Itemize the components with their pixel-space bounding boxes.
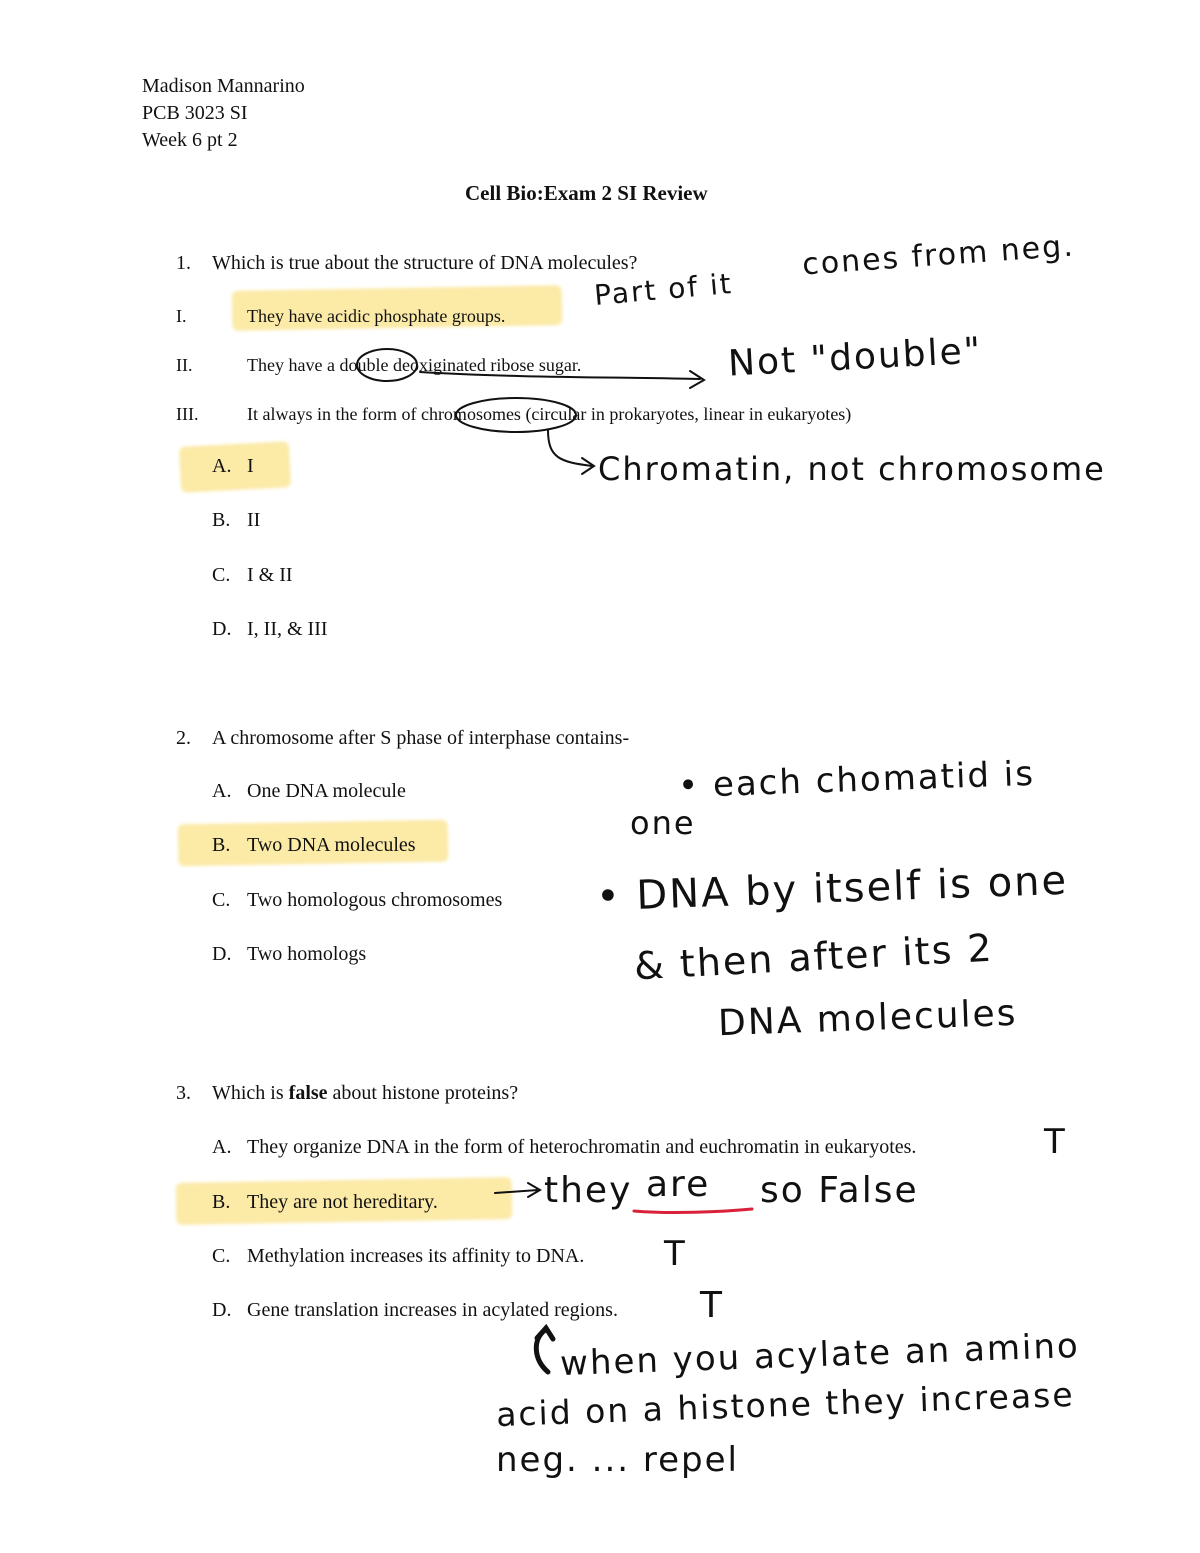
q2-question: A chromosome after S phase of interphase contains- xyxy=(212,727,630,749)
hand-note-are: are xyxy=(646,1164,711,1205)
q1-statement-iii-part-b: (circular in prokaryotes, linear in eukaryotes) xyxy=(520,404,852,424)
hand-note-acylate-line-3: neg. ... repel xyxy=(496,1440,739,1480)
q3-question xyxy=(212,1081,518,1105)
hand-note-dna-by-itself: • DNA by itself is one xyxy=(595,857,1069,921)
hand-note-acylate-line-1: when you acylate an amino xyxy=(559,1325,1081,1385)
q3-option-d-letter: D. xyxy=(212,1299,232,1321)
q1-statement-ii-part-b: deoxiginated ribose sugar. xyxy=(388,355,582,375)
q3-option-d-text: Gene translation increases in acylated regions. xyxy=(247,1299,618,1321)
hand-mark-true-c: T xyxy=(664,1234,687,1274)
course-code: PCB 3023 SI xyxy=(142,102,248,124)
q1-option-d-letter: D. xyxy=(212,618,232,640)
hand-note-then-after: & then after its 2 xyxy=(633,925,995,989)
q2-option-b-letter: B. xyxy=(212,834,231,856)
q3-option-a-text: They organize DNA in the form of heterochromatin and euchromatin in eukaryotes. xyxy=(247,1136,917,1158)
hand-note-dna-molecules: DNA molecules xyxy=(717,992,1019,1045)
q2-option-d-text: Two homologs xyxy=(247,943,367,965)
q1-statement-iii-text xyxy=(247,403,851,425)
q1-option-a-letter: A. xyxy=(212,455,232,477)
hand-note-so-false: so False xyxy=(760,1170,919,1211)
q1-option-a-text: I xyxy=(247,455,254,477)
hand-note-chromatin: Chromatin, not chromosome xyxy=(598,450,1106,488)
q1-statement-iii-circled-word: chromosomes xyxy=(420,404,521,424)
q3-option-c-text: Methylation increases its affinity to DNA. xyxy=(247,1245,585,1267)
hand-note-each-chromatid: • each chomatid is xyxy=(677,753,1036,807)
q1-statement-i-numeral: I. xyxy=(176,306,187,326)
q2-option-b-text: Two DNA molecules xyxy=(247,834,416,856)
hand-note-one: one xyxy=(630,804,696,842)
q1-statement-ii-circled-word: double xyxy=(339,355,389,375)
q3-option-b-letter: B. xyxy=(212,1191,231,1213)
q1-option-c-text: I & II xyxy=(247,564,293,586)
hand-note-part-of-it: Part of it xyxy=(592,267,735,312)
q1-statement-iii-numeral: III. xyxy=(176,404,199,424)
highlight-q1-option-a xyxy=(179,441,291,493)
page-title: Cell Bio:Exam 2 SI Review xyxy=(465,181,708,205)
q1-statement-ii-part-a: They have a xyxy=(247,355,340,375)
q1-option-d-text: I, II, & III xyxy=(247,618,328,640)
hand-mark-true-d: T xyxy=(700,1285,724,1326)
q3-question-part-b: about histone proteins? xyxy=(327,1082,519,1104)
underline-are xyxy=(634,1209,752,1212)
arrow-chromatin xyxy=(548,430,594,474)
q2-option-a-letter: A. xyxy=(212,780,232,802)
q2-option-c-text: Two homologous chromosomes xyxy=(247,889,503,911)
author-name: Madison Mannarino xyxy=(142,75,305,97)
q3-option-c-letter: C. xyxy=(212,1245,231,1267)
week-label: Week 6 pt 2 xyxy=(142,129,238,151)
q3-question-bold: false xyxy=(288,1082,328,1104)
hand-note-acylate-line-2: acid on a histone they increase xyxy=(495,1374,1076,1435)
arrow-when-you-acylate xyxy=(536,1328,553,1372)
q1-option-c-letter: C. xyxy=(212,564,231,586)
q1-option-b-text: II xyxy=(247,509,261,531)
q1-statement-ii-text xyxy=(247,354,581,376)
q3-question-part-a: Which is xyxy=(212,1082,289,1104)
q2-number: 2. xyxy=(176,727,191,749)
hand-mark-true-a: T xyxy=(1044,1122,1067,1162)
q1-statement-i-text: They have acidic phosphate groups. xyxy=(247,306,506,326)
q1-number: 1. xyxy=(176,252,191,274)
q3-option-a-letter: A. xyxy=(212,1136,232,1158)
q1-option-b-letter: B. xyxy=(212,509,231,531)
q2-option-d-letter: D. xyxy=(212,943,232,965)
q2-option-a-text: One DNA molecule xyxy=(247,780,406,802)
q3-option-b-text: They are not hereditary. xyxy=(247,1191,438,1213)
q3-number: 3. xyxy=(176,1082,191,1104)
q1-question: Which is true about the structure of DNA molecules? xyxy=(212,252,638,274)
hand-note-not-double: Not "double" xyxy=(727,330,984,385)
hand-note-they: they xyxy=(544,1170,633,1211)
hand-note-cones-from-neg: cones from neg. xyxy=(801,228,1076,283)
q2-option-c-letter: C. xyxy=(212,889,231,911)
q1-statement-ii-numeral: II. xyxy=(176,355,193,375)
q1-statement-iii-part-a: It always in the form of xyxy=(247,404,421,424)
